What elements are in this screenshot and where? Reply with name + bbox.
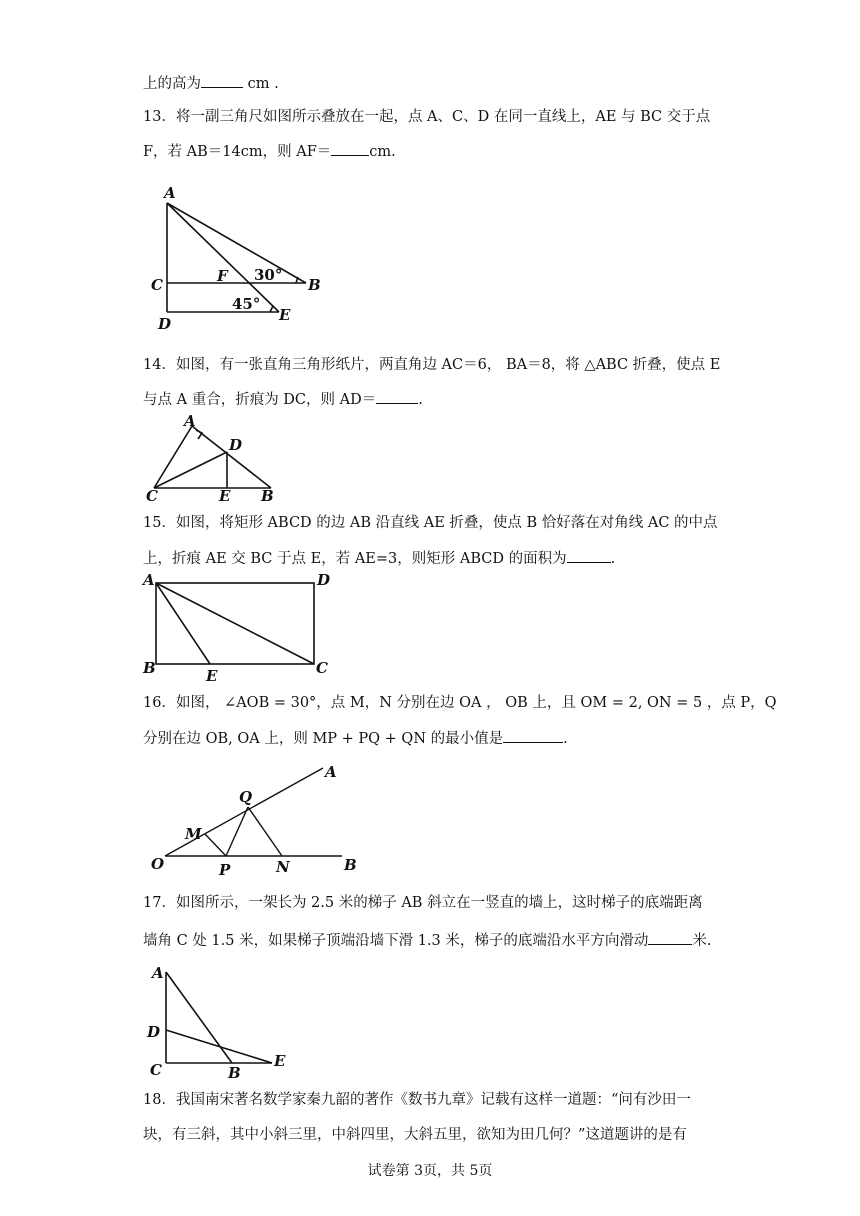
- answer-blank: [331, 141, 369, 156]
- answer-blank: [503, 728, 563, 743]
- label-E: E: [219, 487, 231, 505]
- label-B: B: [228, 1064, 241, 1082]
- label-B: B: [261, 487, 274, 505]
- label-B: B: [143, 659, 156, 677]
- answer-blank: [648, 930, 692, 945]
- q18-line2: 块，有三斜，其中小斜三里，中斜四里，大斜五里，欲知为田几何？”这道题讲的是有: [143, 1127, 687, 1143]
- q13-line2: [143, 141, 396, 162]
- answer-blank: [567, 548, 611, 563]
- label-N: N: [276, 858, 290, 876]
- q15-text: 上，折痕 AE 交 BC 于点 E，若 AE=3，则矩形 ABCD 的面积为: [143, 551, 567, 567]
- q16-line1: 16．如图， ∠AOB = 30°，点 M，N 分别在边 OA ， OB 上，且 OM = 2, ON = 5 ，点 P，Q: [143, 695, 777, 711]
- label-E: E: [274, 1052, 286, 1070]
- q15-line1: 15．如图，将矩形 ABCD 的边 AB 沿直线 AE 折叠，使点 B 恰好落在对角线 AC 的中点: [143, 515, 718, 531]
- q14-text: 与点 A 重合，折痕为 DC，则 AD＝: [143, 392, 377, 408]
- label-D: D: [158, 315, 172, 333]
- q12-text: 上的高为: [143, 76, 201, 92]
- label-F: F: [217, 267, 228, 285]
- q14-line1: 14．如图，有一张直角三角形纸片，两直角边 AC＝6， BA＝8，将 △ABC 折叠，使点 E: [143, 357, 721, 373]
- q17-figure: [140, 960, 300, 1085]
- q17-text: 墙角 C 处 1.5 米，如果梯子顶端沿墙下滑 1.3 米，梯子的底端沿水平方向滑动: [143, 933, 649, 949]
- q14-end: .: [418, 392, 423, 408]
- label-P: P: [219, 861, 231, 879]
- q12-end: .: [274, 76, 279, 92]
- label-C: C: [146, 487, 158, 505]
- q12-tail-line: [143, 73, 279, 94]
- label-O: O: [151, 855, 165, 873]
- label-A: A: [164, 184, 176, 202]
- q15-figure: [140, 570, 340, 685]
- label-A: A: [325, 763, 337, 781]
- q18-line1: 18．我国南宋著名数学家秦九韶的著作《数书九章》记载有这样一道题：“问有沙田一: [143, 1092, 691, 1108]
- answer-blank: [201, 73, 243, 88]
- q15-line2: [143, 548, 615, 569]
- label-E: E: [206, 667, 218, 685]
- q14-figure: [140, 412, 290, 505]
- q13-text: F，若 AB＝14cm，则 AF＝: [143, 144, 332, 160]
- q17-line2: [143, 930, 711, 951]
- q16-end: .: [563, 731, 568, 747]
- q13-unit: cm.: [369, 144, 396, 160]
- q16-text: 分别在边 OB, OA 上，则 MP + PQ + QN 的最小值是: [143, 731, 504, 747]
- label-B: B: [308, 276, 321, 294]
- q12-unit: cm: [247, 76, 270, 92]
- label-C: C: [151, 276, 163, 294]
- q16-line2: [143, 728, 568, 749]
- label-D: D: [317, 571, 331, 589]
- q14-line2: [143, 389, 423, 410]
- label-C: C: [316, 659, 328, 677]
- label-M: M: [185, 825, 202, 843]
- q17-line1: 17．如图所示，一架长为 2.5 米的梯子 AB 斜立在一竖直的墙上，这时梯子的底端距离: [143, 895, 703, 911]
- q13-figure: [140, 180, 340, 340]
- label-Q: Q: [239, 788, 253, 806]
- q16-figure: [145, 760, 375, 880]
- answer-blank: [376, 389, 418, 404]
- label-B: B: [344, 856, 357, 874]
- page-footer: 试卷第 3页，共 5页: [367, 1163, 493, 1179]
- angle-45-label: 45°: [232, 295, 261, 313]
- q15-end: .: [610, 551, 616, 567]
- label-D: D: [147, 1023, 161, 1041]
- label-C: C: [150, 1061, 162, 1079]
- label-A: A: [184, 412, 196, 430]
- q13-line1: 13．将一副三角尺如图所示叠放在一起，点 A、C、D 在同一直线上，AE 与 BC 交于点: [143, 109, 711, 125]
- angle-30-label: 30°: [254, 266, 283, 284]
- label-D: D: [229, 436, 243, 454]
- q17-end: 米.: [692, 933, 712, 949]
- label-E: E: [279, 306, 291, 324]
- label-A: A: [152, 964, 164, 982]
- label-A: A: [143, 571, 155, 589]
